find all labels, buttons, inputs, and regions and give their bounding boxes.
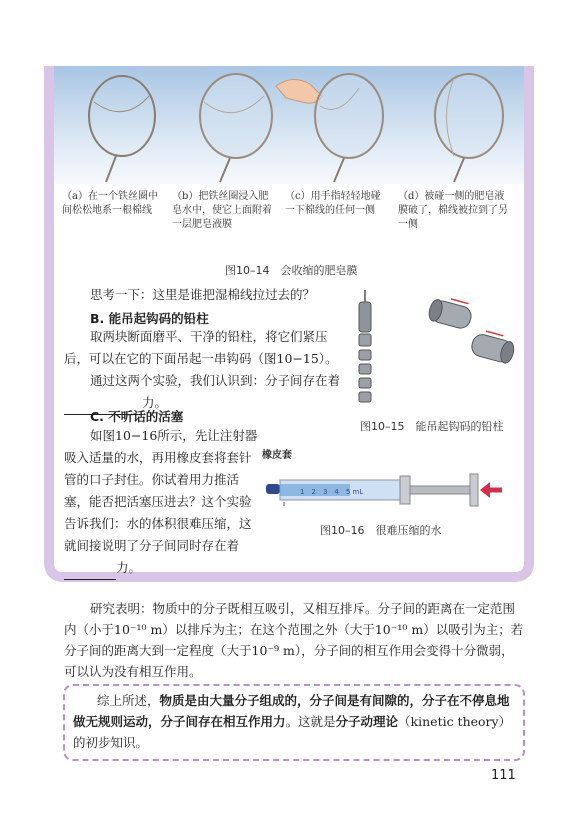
summary-end: （kinetic theory）的初步知识。 <box>73 714 512 750</box>
fig14-caption-c: （c）用手指轻轻地碰一下棉线的任何一侧 <box>285 191 381 216</box>
section-b-paragraph2-end: 力。 <box>142 395 168 410</box>
fig15-title: 图10–15 能吊起钩码的铅柱 <box>360 420 504 433</box>
fig16-title: 图10–16 很难压缩的水 <box>320 524 442 537</box>
section-c-paragraph <box>64 425 262 580</box>
scale-label-2: 2 <box>311 488 316 496</box>
fig14-title: 图10–14 会收缩的肥皂膜 <box>225 264 358 277</box>
summary-bold-1: 物质是由大量分子组成的，分子间是有间隙的，分子在不停息地做无规则运动，分子间存在相互作用力 <box>73 693 510 729</box>
lead-cylinder-illustration <box>355 290 525 410</box>
summary-box <box>63 684 525 761</box>
fig14-caption-d: （d）被碰一侧的肥皂液膜破了，棉线被拉到了另一侧 <box>398 191 508 230</box>
section-b-paragraph1: 取两块断面磨平、干净的铅柱，将它们紧压后，可以在它的下面吊起一串钩码（图10−15）。 <box>64 329 338 366</box>
answer-blank-2 <box>64 557 116 580</box>
section-b-paragraph2-text: 通过这两个实验，我们认识到：分子间存在着 <box>90 373 341 388</box>
section-c-paragraph-end: 力。 <box>116 560 142 575</box>
fig14-caption-a: （a）在一个铁丝圈中间松松地系一根棉线 <box>62 191 158 216</box>
section-c-paragraph-text: 如图10−16所示，先让注射器吸入适量的水，再用橡皮套将套针管的口子封住。你试着用力推活塞，能否把活塞压进去？这个实验告诉我们：水的体积很难压缩，这就间接说明了分子间同时存在着 <box>64 428 258 553</box>
summary-intro: 综上所述， <box>97 693 160 708</box>
rubber-cap-label: 橡皮套 <box>262 450 292 461</box>
think-question: 思考一下：这里是谁把湿棉线拉过去的？ <box>90 287 316 302</box>
scale-label-5: 5 mL <box>345 488 364 496</box>
soap-film-photo <box>54 66 524 184</box>
fig14-caption-b: （b）把铁丝圈浸入肥皂水中，使它上面附着一层肥皂液膜 <box>172 191 272 230</box>
scale-label-3: 3 <box>322 488 328 496</box>
syringe-scale <box>300 488 363 496</box>
summary-bold-2: 分子动理论 <box>335 714 399 729</box>
section-b-heading: B. 能吊起钩码的铅柱 <box>90 311 209 326</box>
research-paragraph: 研究表明：物质中的分子既相互吸引，又相互排斥。分子间的距离在一定范围内（小于10⁻¹⁰ m）以排斥为主；在这个范围之外（大于10⁻¹⁰ m）以吸引为主；若分子间的距离大到一定程度（大于10⁻⁹ m），分子间的相互作用会变得十分微弱，可以认为没有相互作用。 <box>64 601 524 679</box>
summary-mid: 。这就是 <box>285 714 336 729</box>
soap-film-rings-illustration <box>54 66 524 184</box>
page-number: 111 <box>491 768 516 783</box>
section-c-heading: C. 不听话的活塞 <box>90 409 184 424</box>
summary-text <box>73 690 517 753</box>
scale-label-4: 4 <box>334 488 339 496</box>
scale-label-1: 1 <box>300 488 305 496</box>
